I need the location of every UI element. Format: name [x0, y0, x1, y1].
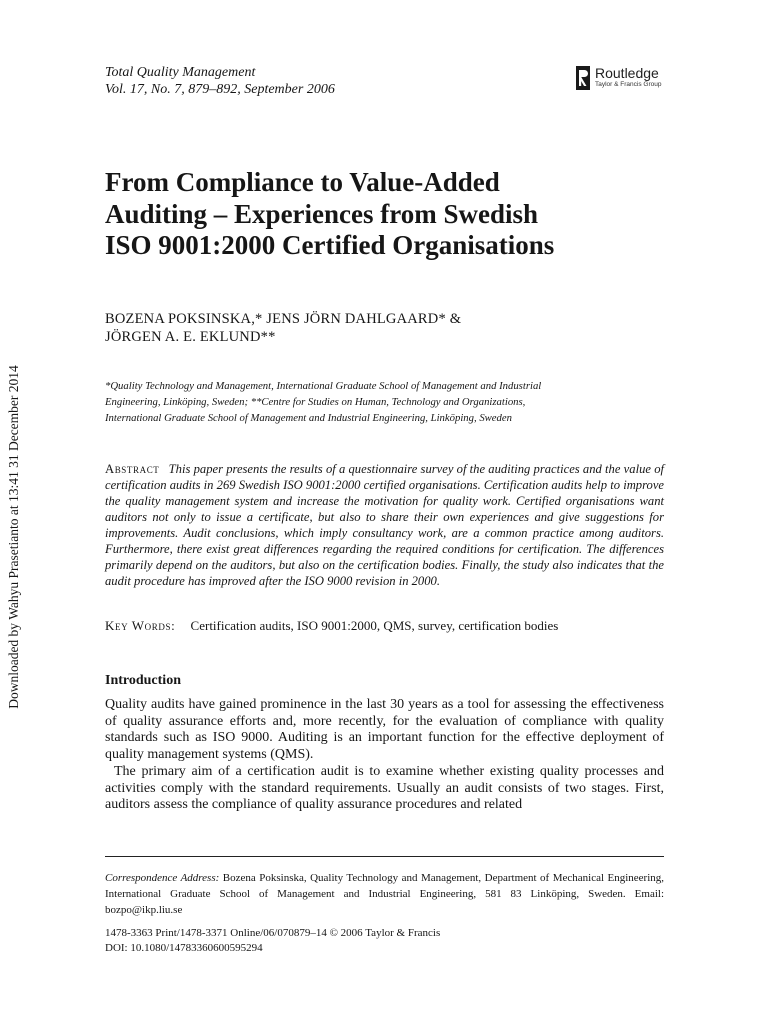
title-line: Auditing – Experiences from Swedish	[105, 198, 539, 229]
publisher-group: Taylor & Francis Group	[595, 81, 662, 88]
abstract	[105, 461, 664, 589]
doi-line: DOI: 10.1080/14783360600595294	[105, 942, 263, 954]
abstract-text: This paper presents the results of a questionnaire survey of the auditing practices and the value of certification audits in 269 Swedish ISO 9001:2000 certified organisations. Certification audits help to improve the quality management system and increase the motivation for quality work. Certified organisations want auditors not only to issue a certificate, but also to share their own experiences and give suggestions for improvements. Audit conclusions, which imply consultancy work, are a common practice among auditors. Furthermore, there exist great differences regarding the required conditions for certification. The differences primarily depend on the auditors, but also on the certification bodies. Finally, the study also indicates that the audit procedure has improved after the ISO 9000 revision in 2000.	[105, 462, 664, 589]
download-notice	[4, 352, 24, 722]
issn-line: 1478-3363 Print/1478-3371 Online/06/070879–14 © 2006 Taylor & Francis	[105, 927, 441, 939]
paragraph: Quality audits have gained prominence in the last 30 years as a tool for assessing the effectiveness of quality assurance efforts and, more recently, for the evaluation of compliance with quality standards such as ISO 9000. Auditing is an important function for the effective deployment of quality management systems (QMS).	[105, 697, 664, 763]
affiliation-line: Engineering, Linköping, Sweden; **Centre for Studies on Human, Technology and Organizations,	[105, 396, 526, 408]
paper-title	[105, 167, 665, 262]
publication-info	[105, 926, 664, 956]
section-heading-introduction: Introduction	[105, 673, 181, 688]
keywords	[105, 618, 665, 634]
publisher-brand: Routledge	[595, 65, 659, 81]
journal-header	[105, 64, 335, 98]
keywords-label: Key Words:	[105, 618, 176, 633]
journal-name: Total Quality Management	[105, 65, 256, 80]
abstract-label: Abstract	[105, 462, 160, 476]
correspondence-label: Correspondence Address:	[105, 872, 220, 884]
affiliation-line: International Graduate School of Management and Industrial Engineering, Linköping, Sweden	[105, 412, 512, 424]
title-line: From Compliance to Value-Added	[105, 167, 500, 197]
authors-line: BOZENA POKSINSKA,* JENS JÖRN DAHLGAARD* &	[105, 311, 462, 327]
paragraph: The primary aim of a certification audit is to examine whether existing quality processes and activities comply with the standard requirements. Usually an audit consists of two stages. First, auditors assess the compliance of quality assurance procedures and related	[105, 763, 664, 813]
correspondence-address	[105, 870, 664, 918]
routledge-logo-icon	[576, 66, 590, 90]
affiliation-line: *Quality Technology and Management, International Graduate School of Management and Industrial	[105, 380, 542, 392]
download-notice-text: Downloaded by Wahyu Prasetianto at 13:41 31 December 2014	[6, 365, 21, 709]
keywords-text: Certification audits, ISO 9001:2000, QMS, survey, certification bodies	[190, 618, 559, 633]
introduction-body	[105, 697, 664, 814]
footnote-divider	[105, 856, 664, 857]
authors	[105, 311, 461, 346]
affiliations	[105, 378, 625, 426]
correspondence-text: Bozena Poksinska, Quality Technology and Management, Department of Mechanical Engineering, International Graduate School of Management and Industrial Engineering, 581 83 Linköping, Sweden. Email: bozpo@ikp.liu.se	[105, 872, 665, 916]
publisher-logo	[576, 66, 676, 92]
journal-citation: Vol. 17, No. 7, 879–892, September 2006	[105, 82, 335, 97]
authors-line: JÖRGEN A. E. EKLUND**	[105, 328, 276, 345]
title-line: ISO 9001:2000 Certified Organisations	[105, 230, 555, 260]
